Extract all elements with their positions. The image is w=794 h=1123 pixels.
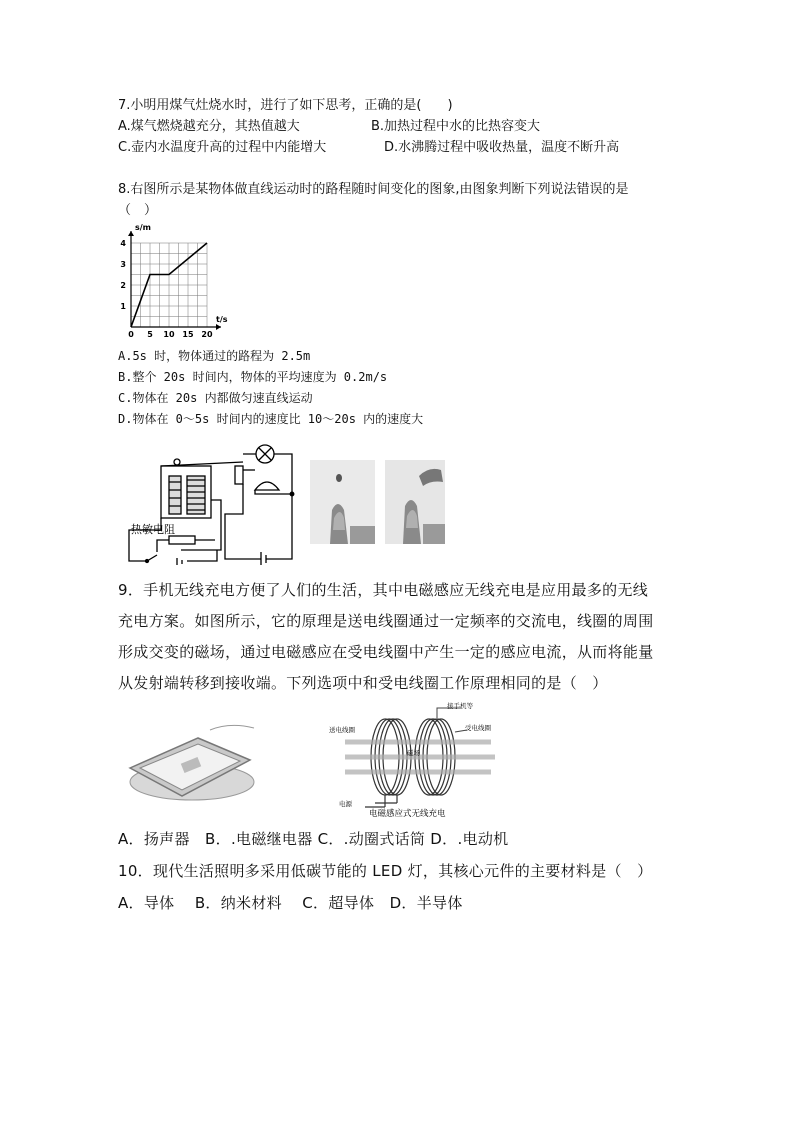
q8-option-b: B.整个 20s 时间内，物体的平均速度为 0.2m/s: [118, 370, 388, 384]
x-axis-arrow: [216, 324, 221, 330]
y-axis-label: s/m: [135, 223, 152, 232]
coil-diagram-caption: 电磁感应式无线充电: [369, 809, 446, 819]
induction-coil-diagram: [325, 702, 515, 820]
x-tick-label: 15: [182, 330, 194, 339]
q8-paren: （ ）: [118, 203, 158, 218]
q10-stem: 10．现代生活照明多采用低碳节能的 LED 灯，其核心元件的主要材料是（ ）: [118, 862, 653, 880]
x-tick-label: 0: [128, 330, 134, 339]
q9-line-2: 充电方案。如图所示，它的原理是送电线圈通过一定频率的交流电，线圈的周围: [118, 612, 654, 630]
y-tick-label: 3: [120, 260, 126, 269]
label-power-source: 电源: [339, 800, 352, 808]
x-tick-label: 20: [201, 330, 213, 339]
q7-option-a: A.煤气燃烧越充分，其热值越大: [118, 119, 300, 134]
label-connect-phone: 接手机等: [447, 702, 473, 710]
x-tick-label: 5: [147, 330, 153, 339]
x-tick-label: 10: [163, 330, 175, 339]
label-magnetic-field: 磁场: [407, 749, 420, 757]
q8-stem: 8.右图所示是某物体做直线运动时的路程随时间变化的图象,由图象判断下列说法错误的是: [118, 182, 629, 197]
x-axis-label: t/s: [216, 315, 228, 324]
y-tick-label: 2: [120, 281, 126, 290]
wireless-charger-photo: [120, 720, 255, 805]
y-axis-arrow: [128, 231, 134, 236]
q8-option-c: C.物体在 20s 内都做匀速直线运动: [118, 391, 313, 405]
hand-dryer-photo-2: [385, 460, 445, 544]
chart-grid: [131, 243, 207, 327]
label-send-coil: 送电线圈: [329, 726, 355, 734]
q8-option-a: A.5s 时，物体通过的路程为 2.5m: [118, 349, 311, 363]
q7-option-d: D.水沸腾过程中吸收热量，温度不断升高: [384, 140, 620, 155]
hand-dryer-photo-1: [310, 460, 375, 544]
y-tick-label: 4: [120, 239, 126, 248]
chart-ticks: [120, 239, 213, 339]
label-receive-coil: 受电线圈: [465, 724, 491, 732]
relay-circuit-diagram: [125, 440, 300, 565]
q10-options: A．导体 B．纳米材料 C．超导体 D．半导体: [118, 894, 463, 912]
distance-time-chart: [115, 218, 235, 340]
q9-options: A．扬声器 B．.电磁继电器 C．.动圈式话筒 D．.电动机: [118, 830, 509, 848]
q9-line-3: 形成交变的磁场，通过电磁感应在受电线圈中产生一定的感应电流，从而将能量: [118, 643, 654, 661]
q7-option-b: B.加热过程中水的比热容变大: [371, 119, 541, 134]
q9-line-4: 从发射端转移到接收端。下列选项中和受电线圈工作原理相同的是（ ）: [118, 674, 608, 692]
q7-stem: 7.小明用煤气灶烧水时，进行了如下思考，正确的是( ): [118, 98, 453, 113]
q9-line-1: 9．手机无线充电方便了人们的生活，其中电磁感应无线充电是应用最多的无线: [118, 581, 649, 599]
thermistor-label: 热敏电阻: [131, 523, 175, 536]
q7-option-c: C.壶内水温度升高的过程中内能增大: [118, 140, 327, 155]
y-tick-label: 1: [120, 302, 126, 311]
q8-option-d: D.物体在 0～5s 时间内的速度比 10～20s 内的速度大: [118, 412, 424, 426]
